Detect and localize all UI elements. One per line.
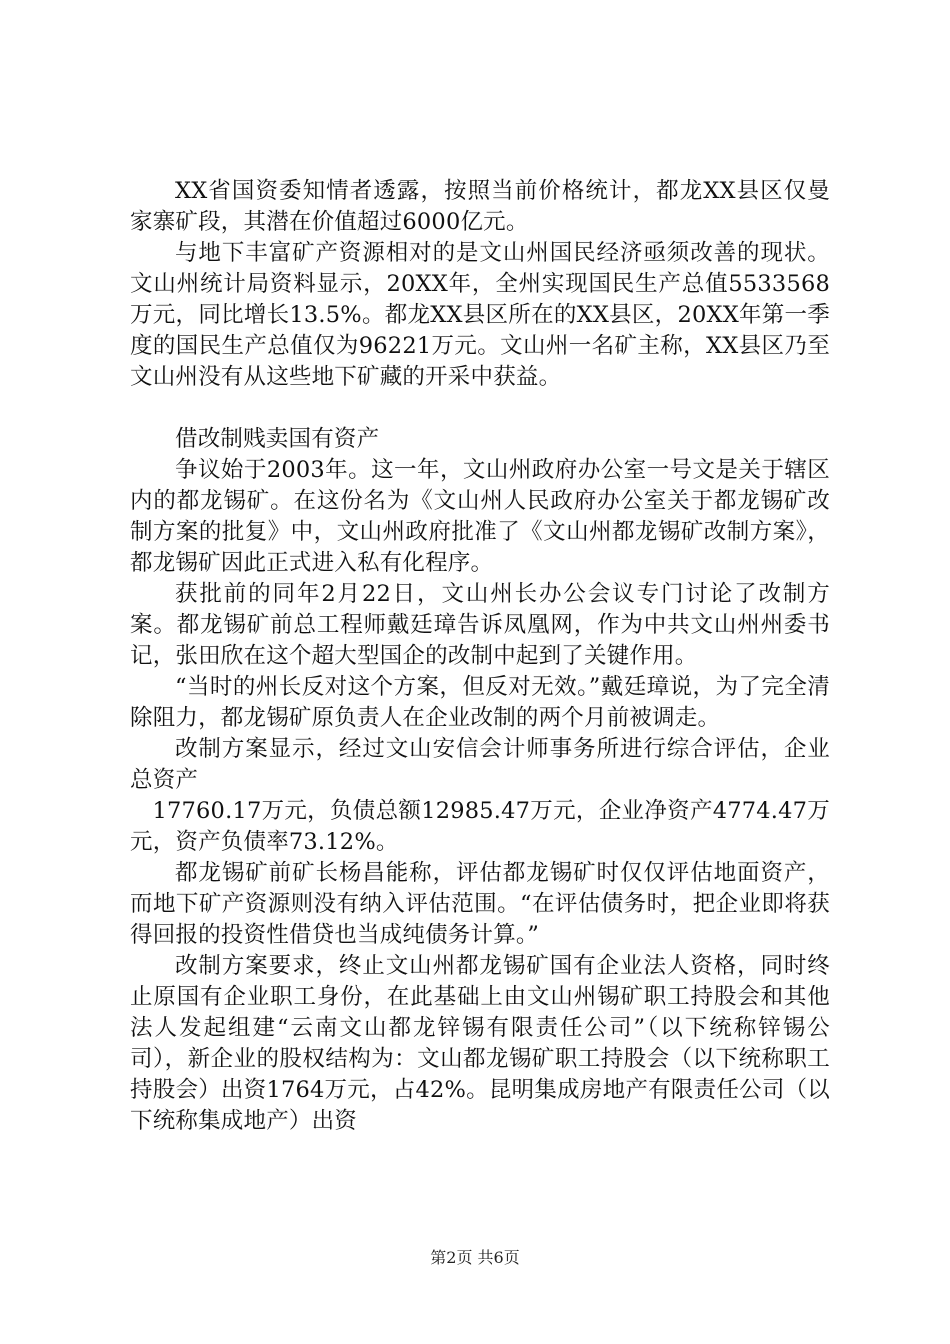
paragraph-asset-figures: 17760.17万元，负债总额12985.47万元，企业净资产4774.47万元，资产负债率73.12%。 (130, 798, 830, 855)
paragraph-former-director: 都龙锡矿前矿长杨昌能称，评估都龙锡矿时仅仅评估地面资产，而地下矿产资源则没有纳入评估范围。“在评估债务时，把企业即将获得回报的投资性借贷也当成纯债务计算。” (130, 860, 830, 948)
paragraph-assessment: 改制方案显示，经过文山安信会计师事务所进行综合评估，企业总资产 (130, 736, 830, 793)
page-footer: 第2页 共6页 (430, 1248, 520, 1267)
paragraph-approval-meeting: 获批前的同年2月22日，文山州长办公会议专门讨论了改制方案。都龙锡矿前总工程师戴廷璋告诉凤凰网，作为中共文山州州委书记，张田欣在这个超大型国企的改制中起到了关键作用。 (130, 581, 830, 669)
paragraph-quote-governor: “当时的州长反对这个方案，但反对无效。”戴廷璋说，为了完全清除阻力，都龙锡矿原负责人在企业改制的两个月前被调走。 (130, 674, 830, 731)
document-body (130, 176, 830, 1137)
paragraph-mine-value: XX省国资委知情者透露，按照当前价格统计，都龙XX县区仅曼家寨矿段，其潜在价值超过6000亿元。 (130, 178, 830, 235)
paragraph-restructuring-plan: 改制方案要求，终止文山州都龙锡矿国有企业法人资格，同时终止原国有企业职工身份，在此基础上由文山州锡矿职工持股会和其他法人发起组建“云南文山都龙锌锡有限责任公司”（以下统称锌锡公司），新企业的股权结构为：文山都龙锡矿职工持股会（以下统称职工持股会）出资1764万元，占42%。昆明集成房地产有限责任公司（以下统称集成地产）出资 (130, 953, 830, 1134)
section-heading: 借改制贱卖国有资产 (175, 426, 380, 452)
paragraph-controversy-start: 争议始于2003年。这一年，文山州政府办公室一号文是关于辖区内的都龙锡矿。在这份名为《文山州人民政府办公室关于都龙锡矿改制方案的批复》中，文山州政府批准了《文山州都龙锡矿改制方案》，都龙锡矿因此正式进入私有化程序。 (130, 457, 830, 576)
paragraph-economy-status: 与地下丰富矿产资源相对的是文山州国民经济亟须改善的现状。文山州统计局资料显示，20XX年，全州实现国民生产总值5533568万元，同比增长13.5%。都龙XX县区所在的XX县区，20XX年第一季度的国民生产总值仅为96221万元。文山州一名矿主称，XX县区乃至文山州没有从这些地下矿藏的开采中获益。 (130, 240, 830, 390)
